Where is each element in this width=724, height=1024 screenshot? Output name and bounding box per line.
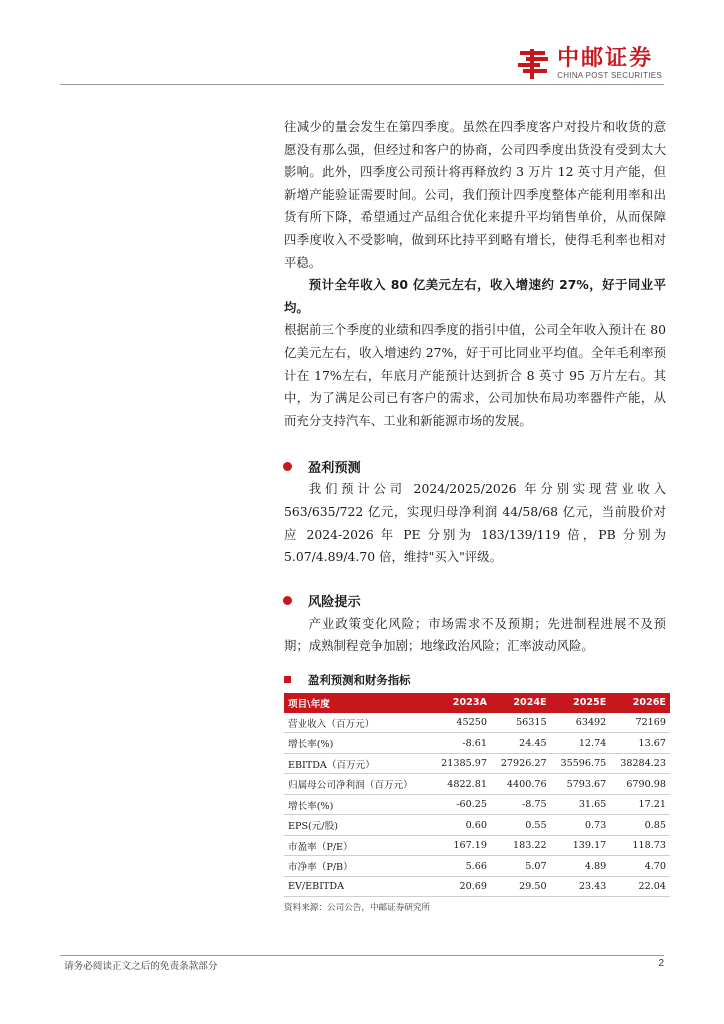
table-source: 资料来源：公司公告，中邮证券研究所: [284, 903, 431, 914]
table-row: [284, 815, 670, 836]
table-header-row: [284, 693, 670, 713]
body-paragraph-2: 根据前三个季度的业绩和四季度的指引中值，公司全年收入预计在 80 亿美元左右，收入增速约 27%，好于可比同业平均值。全年毛利率预计在 17%左右，年底月产能预计达到折合 8 英寸 95 万片左右。其中，为了满足公司已有客户的需求，公司加快布局功率器件产能，从而充分支持汽车、工业和新能源市场的发展。: [284, 322, 666, 428]
table-cell: 167.19: [431, 835, 491, 856]
row-label: EPS(元/股): [284, 815, 431, 836]
highlight-line: 预计全年收入 80 亿美元左右，收入增速约 27%，好于同业平均。: [284, 277, 666, 315]
table-cell: 5793.67: [551, 774, 611, 795]
row-label: 增长率(%): [284, 733, 431, 754]
table-row: [284, 713, 670, 733]
table-cell: 5.07: [491, 856, 551, 877]
table-cell: 4400.76: [491, 774, 551, 795]
row-label: 增长率(%): [284, 794, 431, 815]
footer-rule: [60, 955, 664, 956]
table-cell: 22.04: [610, 876, 670, 897]
table-row: [284, 876, 670, 897]
table-cell: 20.69: [431, 876, 491, 897]
row-label: 归属母公司净利润（百万元）: [284, 774, 431, 795]
table-cell: 35596.75: [551, 753, 611, 774]
table-cell: 12.74: [551, 733, 611, 754]
table-cell: 139.17: [551, 835, 611, 856]
table-header-cell: 项目\年度: [284, 693, 431, 713]
table-header-cell: 2025E: [551, 693, 611, 713]
header-rule: [60, 84, 664, 85]
financial-table: [284, 693, 670, 898]
page-number: 2: [658, 958, 664, 969]
table-cell: 0.55: [491, 815, 551, 836]
body-paragraph-1: 往减少的量会发生在第四季度。虽然在四季度客户对投片和收货的意愿没有那么强，但经过和客户的协商，公司四季度出货没有受到太大影响。此外，四季度公司预计将再释放约 3 万片 12 英寸月产能，但新增产能验证需要时间。公司，我们预计四季度整体产能利用率和出货有所下降，希望通过产品组合优化来提升平均销售单价，从而保障四季度收入不受影响，做到环比持平到略有增长，使得毛利率也相对平稳。: [284, 119, 666, 270]
table-cell: 4822.81: [431, 774, 491, 795]
risk-heading: 风险提示: [284, 589, 666, 613]
table-cell: 21385.97: [431, 753, 491, 774]
table-cell: 27926.27: [491, 753, 551, 774]
table-cell: -8.61: [431, 733, 491, 754]
footer-disclaimer: 请务必阅读正文之后的免责条款部分: [64, 961, 218, 972]
red-bullet-icon: [283, 596, 292, 605]
table-cell: 29.50: [491, 876, 551, 897]
table-row: [284, 856, 670, 877]
table-header-cell: 2024E: [491, 693, 551, 713]
china-post-logo-icon: [517, 47, 551, 81]
table-cell: 5.66: [431, 856, 491, 877]
table-cell: 17.21: [610, 794, 670, 815]
table-cell: 56315: [491, 713, 551, 733]
table-cell: 183.22: [491, 835, 551, 856]
row-label: 市盈率（P/E）: [284, 835, 431, 856]
table-cell: 4.89: [551, 856, 611, 877]
row-label: EV/EBITDA: [284, 876, 431, 897]
table-cell: 13.67: [610, 733, 670, 754]
table-cell: 6790.98: [610, 774, 670, 795]
logo-chinese-name: 中邮证券: [557, 46, 654, 71]
table-cell: -8.75: [491, 794, 551, 815]
table-row: [284, 774, 670, 795]
row-label: EBITDA（百万元）: [284, 753, 431, 774]
table-row: [284, 794, 670, 815]
red-square-icon: [284, 676, 291, 683]
company-logo: [517, 44, 662, 84]
table-cell: 38284.23: [610, 753, 670, 774]
table-cell: 45250: [431, 713, 491, 733]
table-row: [284, 733, 670, 754]
table-cell: 63492: [551, 713, 611, 733]
table-cell: 4.70: [610, 856, 670, 877]
table-row: [284, 835, 670, 856]
table-cell: 0.60: [431, 815, 491, 836]
row-label: 营业收入（百万元）: [284, 713, 431, 733]
table-cell: -60.25: [431, 794, 491, 815]
table-cell: 72169: [610, 713, 670, 733]
table-header-cell: 2023A: [431, 693, 491, 713]
profit-forecast-heading: 盈利预测: [284, 454, 666, 478]
row-label: 市净率（P/B）: [284, 856, 431, 877]
profit-forecast-text: 我们预计公司 2024/2025/2026 年分别实现营业收入 563/635/722 亿元，实现归母净利润 44/58/68 亿元，当前股价对应 2024-2026 年 PE 分别为 183/139/119 倍，PB 分别为 5.07/4.89/4.70 倍，维持"买入"评级。: [284, 481, 666, 565]
table-cell: 24.45: [491, 733, 551, 754]
table-cell: 0.85: [610, 815, 670, 836]
red-bullet-icon: [283, 462, 292, 471]
table-header-cell: 2026E: [610, 693, 670, 713]
table-cell: 23.43: [551, 876, 611, 897]
table-title: 盈利预测和财务指标: [284, 672, 666, 688]
table-cell: 31.65: [551, 794, 611, 815]
table-row: [284, 753, 670, 774]
table-cell: 0.73: [551, 815, 611, 836]
main-content: [284, 116, 666, 913]
table-cell: 118.73: [610, 835, 670, 856]
logo-english-name: CHINA POST SECURITIES: [557, 71, 662, 80]
risk-text: 产业政策变化风险；市场需求不及预期；先进制程进展不及预期；成熟制程竞争加剧；地缘政治风险；汇率波动风险。: [284, 615, 666, 654]
